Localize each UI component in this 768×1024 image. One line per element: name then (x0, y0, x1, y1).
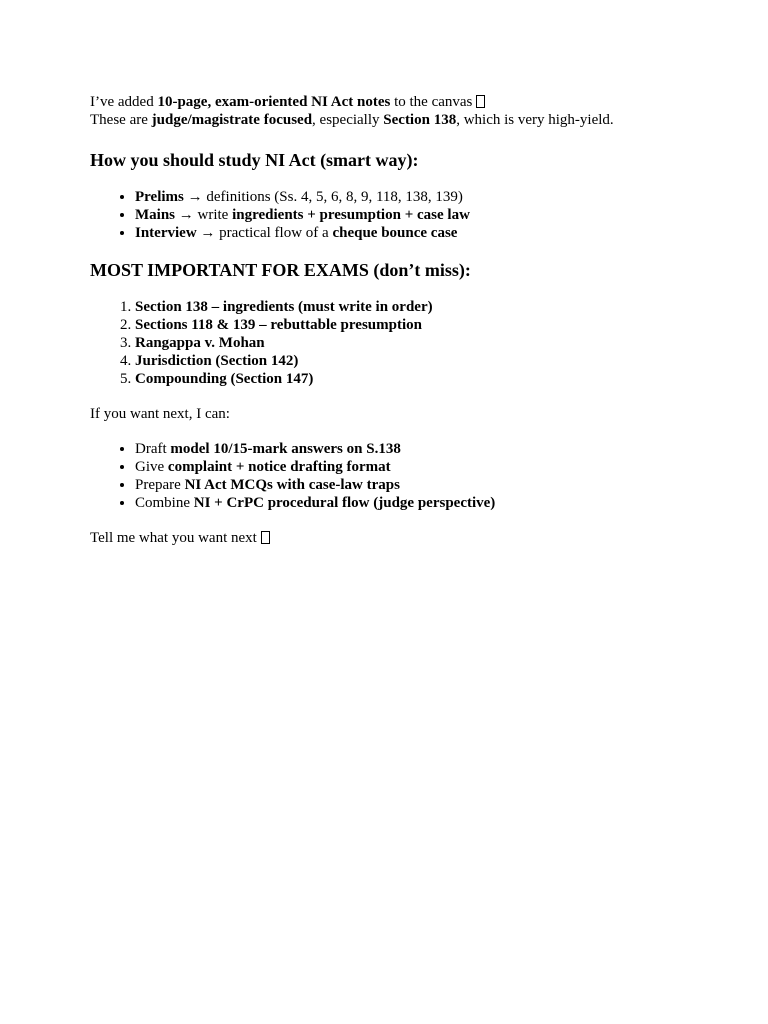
list-item (135, 370, 678, 388)
list-item (135, 298, 678, 316)
item-bold-text: complaint + notice drafting format (167, 459, 391, 475)
item-label: Mains (135, 207, 176, 223)
intro-text: I’ve added (90, 94, 158, 110)
intro-line-1 (90, 93, 678, 111)
item-bold-text: Rangappa v. Mohan (135, 335, 265, 351)
list-item (135, 334, 678, 352)
arrow-icon: → (183, 189, 207, 205)
closing-line (90, 529, 678, 547)
list-item (135, 316, 678, 334)
study-heading: How you should study NI Act (smart way): (90, 150, 419, 170)
item-bold-text: NI + CrPC procedural flow (judge perspective) (193, 495, 496, 511)
item-text: Draft (135, 441, 171, 457)
item-bold-text: cheque bounce case (332, 225, 458, 241)
item-bold-text: ingredients + presumption + case law (232, 207, 470, 223)
intro-text: , especially (312, 112, 384, 128)
intro-bold-section: Section 138 (383, 112, 457, 128)
intro-text: , which is very high-yield. (456, 112, 614, 128)
item-text: write (197, 207, 233, 223)
list-item (135, 206, 678, 224)
list-item (135, 188, 678, 206)
list-item (135, 352, 678, 370)
list-item (135, 494, 678, 512)
important-list (90, 298, 678, 388)
arrow-icon: → (196, 225, 220, 241)
list-item (135, 440, 678, 458)
item-text: practical flow of a (219, 225, 333, 241)
item-label: Prelims (135, 189, 184, 205)
item-text: Prepare (135, 477, 185, 493)
item-text: Combine (135, 495, 194, 511)
intro-text: These are (90, 112, 152, 128)
item-bold-text: Sections 118 & 139 – rebuttable presumption (135, 317, 422, 333)
intro-bold-notes: 10-page, exam-oriented NI Act notes (157, 94, 391, 110)
item-bold-text: NI Act MCQs with case-law traps (184, 477, 400, 493)
arrow-icon: → (175, 207, 198, 223)
missing-glyph-icon (476, 95, 485, 108)
intro-bold-focus: judge/magistrate focused (151, 112, 313, 128)
item-bold-text: Compounding (Section 147) (135, 371, 314, 387)
list-item (135, 458, 678, 476)
item-bold-text: Jurisdiction (Section 142) (135, 353, 299, 369)
item-text: definitions (Ss. 4, 5, 6, 8, 9, 118, 138, 139) (206, 189, 463, 205)
missing-glyph-icon (261, 531, 270, 544)
item-label: Interview (135, 225, 197, 241)
important-heading: MOST IMPORTANT FOR EXAMS (don’t miss): (90, 260, 471, 280)
next-lead: If you want next, I can: (90, 406, 230, 422)
next-list (90, 440, 678, 512)
item-text: Give (135, 459, 168, 475)
intro-text: to the canvas (390, 94, 473, 110)
intro-paragraph (90, 93, 678, 129)
list-item (135, 224, 678, 242)
item-bold-text: Section 138 – ingredients (must write in order) (135, 299, 433, 315)
closing-text: Tell me what you want next (90, 530, 257, 546)
list-item (135, 476, 678, 494)
study-list (90, 188, 678, 242)
item-bold-text: model 10/15-mark answers on S.138 (170, 441, 401, 457)
intro-line-2 (90, 111, 678, 129)
